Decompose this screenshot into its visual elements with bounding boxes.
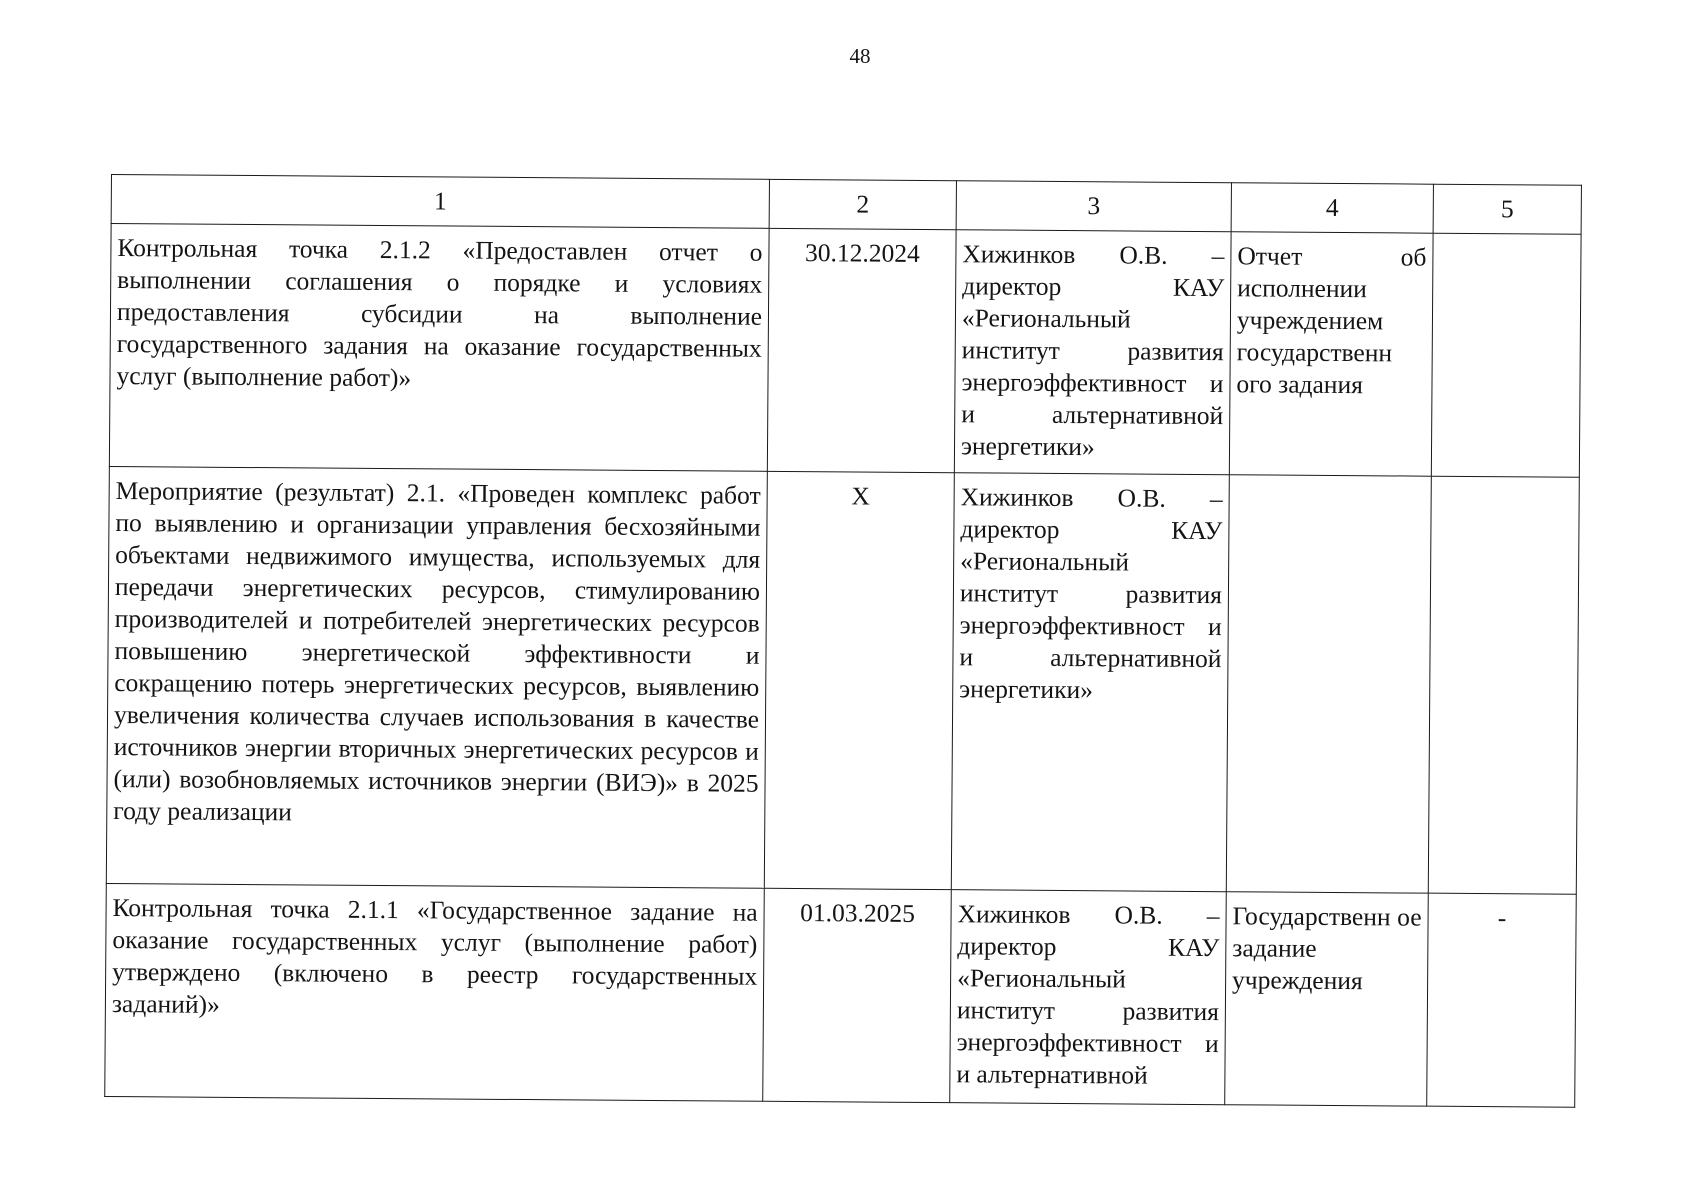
row-col5 (1428, 476, 1579, 894)
header-col-1: 1 (111, 175, 769, 229)
row-date: 30.12.2024 (767, 228, 956, 472)
table-row (105, 883, 1577, 1107)
row-description: Контрольная точка 2.1.1 «Государственное задание на оказание государственных услуг (выполнение работ) утверждено (включено в реестр государственных заданий)» (105, 883, 765, 1101)
header-col-5: 5 (1433, 184, 1581, 234)
header-col-3: 3 (956, 181, 1231, 232)
row-document: Отчет об исполнении учреждением государственн ого задания (1229, 232, 1433, 476)
row-date: 01.03.2025 (763, 888, 952, 1102)
row-document: Государственн ое задание учреждения (1225, 892, 1429, 1106)
row-col5 (1431, 233, 1581, 477)
row-col5: - (1427, 893, 1577, 1107)
table-row (109, 224, 1581, 478)
row-responsible: Хижинков О.В. – директор КАУ «Региональный институт развития энергоэффективност и и альтернативной энергетики» (954, 230, 1231, 475)
measures-table-container (104, 174, 1581, 1108)
row-description: Контрольная точка 2.1.2 «Предоставлен отчет о выполнении соглашения о порядке и условиях предоставления субсидии на выполнение государственного задания на оказание государственных услуг (выполнение работ)» (109, 224, 769, 472)
header-col-4: 4 (1231, 183, 1433, 233)
measures-table (104, 174, 1582, 1108)
header-col-2: 2 (769, 179, 956, 229)
row-responsible: Хижинков О.В. – директор КАУ «Региональный институт развития энергоэффективност и и альтернативной (950, 890, 1227, 1105)
row-responsible: Хижинков О.В. – директор КАУ «Региональный институт развития энергоэффективност и и альтернативной энергетики» (951, 473, 1229, 892)
table-row (106, 466, 1579, 894)
page-number: 48 (849, 44, 871, 68)
row-date: Х (764, 471, 954, 889)
row-document (1226, 475, 1431, 893)
row-description: Мероприятие (результат) 2.1. «Проведен комплекс работ по выявлению и организации управления бесхозяйными объектами недвижимого имущества, используемых для передачи энергетических ресурсов, стимулированию производителей и потребителей энергетических ресурсов повышению энергетической эффективности и сокращению потерь энергетических ресурсов, выявлению увеличения количества случаев использования в качестве источников энергии вторичных энергетических ресурсов и (или) возобновляемых источников энергии (ВИЭ)» в 2025 году реализации (106, 466, 767, 888)
